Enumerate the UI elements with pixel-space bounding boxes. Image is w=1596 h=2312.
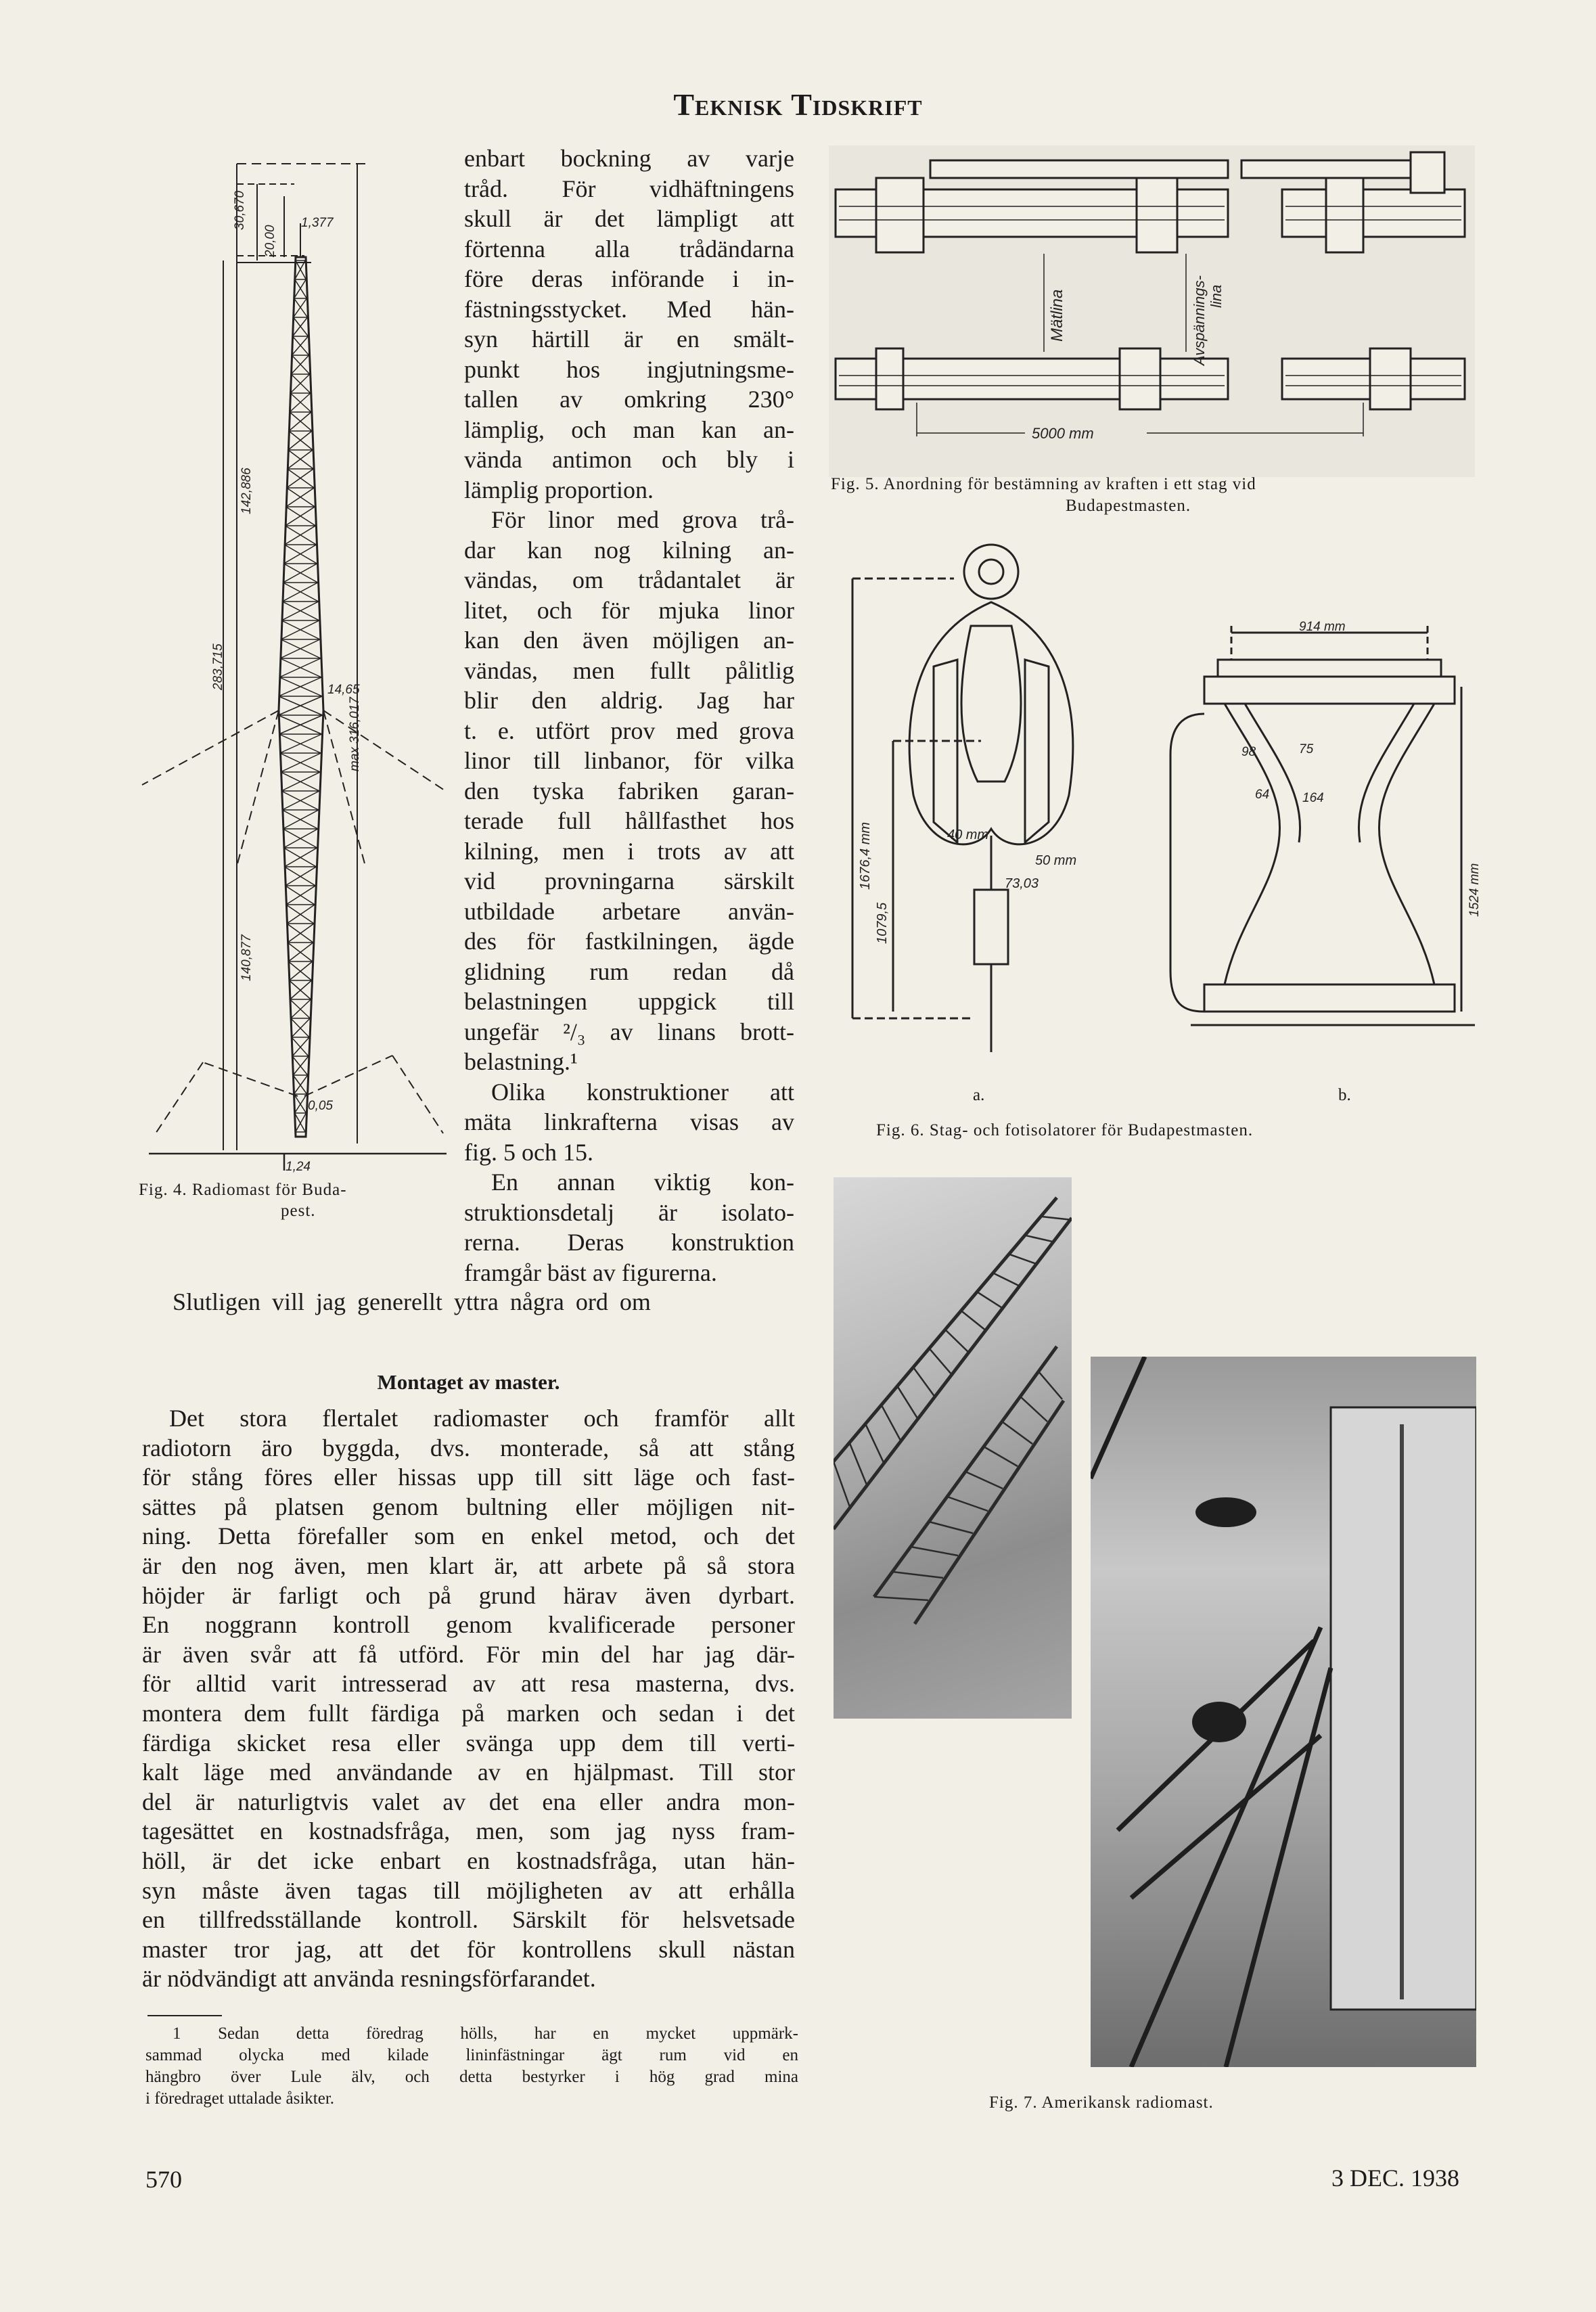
fig4-dim-5: 283,715 — [211, 643, 225, 690]
fig6-drawing — [839, 538, 1488, 1079]
footnote-line: hängbro över Lule älv, och detta bestyrker i hög grad mina — [145, 2068, 798, 2086]
text-line: är den nog även, men klart är, att arbete på så stora — [142, 1551, 795, 1579]
text-line: den tyska fabriken garan- — [464, 777, 794, 804]
section-title: Montaget av master. — [377, 1370, 560, 1394]
text-line: kalt läge med användande av en hjälpmast. Till stor — [142, 1759, 795, 1786]
continuation-line: Slutligen vill jag generellt yttra några ord om — [173, 1288, 651, 1315]
text-line: är även svår att få utförd. För min del har jag där- — [142, 1640, 795, 1668]
text-line: struktionsdetalj är isolato- — [464, 1198, 794, 1226]
fig5-dim: 5000 mm — [1032, 425, 1094, 442]
fig4-caption-line2: pest. — [281, 1202, 316, 1220]
text-line: des för fastkilningen, ägde — [464, 928, 794, 955]
footnote-line: sammad olycka med kilade lininfästningar ägt rum vid en — [145, 2046, 798, 2064]
fig6-dim-b6: 1524 mm — [1467, 863, 1482, 917]
text-line: del är naturligtvis valet av det ena eller andra mon- — [142, 1788, 795, 1815]
text-line: fig. 5 och 15. — [464, 1138, 593, 1166]
text-line: höll, är det icke enbart en kostnadsfråga, utan hän- — [142, 1846, 795, 1874]
section-paragraph — [142, 1404, 795, 1994]
text-line: vändas, om trådantalet är — [464, 566, 794, 593]
text-line: höjder är farligt och på grund härav även dyrbart. — [142, 1581, 795, 1609]
text-line: En annan viktig kon- — [491, 1169, 794, 1196]
text-line: dar kan nog kilning an- — [464, 536, 794, 564]
text-line: före deras införande i in- — [464, 265, 794, 292]
footnote-rule — [147, 2015, 222, 2016]
page-number: 570 — [145, 2166, 182, 2193]
text-line: blir den aldrig. Jag har — [464, 687, 794, 714]
text-line: lämplig, och man kan an- — [464, 415, 794, 443]
text-line: tagesättet en kostnadsfråga, men, som jag nyss fram- — [142, 1817, 795, 1845]
text-line: linor till linbanor, för vilka — [464, 747, 794, 774]
fig6-dim-a2: 1079,5 — [875, 902, 890, 944]
text-line: belastning.¹ — [464, 1048, 578, 1075]
fig4-dim-10: 1,24 — [286, 1160, 311, 1174]
text-line: syn härtill är en smält- — [464, 325, 794, 353]
text-line: syn måste även tagas till möjligheten av att erhålla — [142, 1876, 795, 1904]
fig4-dim-1: 30,670 — [233, 190, 247, 230]
text-line: punkt hos ingjutningsme- — [464, 355, 794, 383]
text-line: lämplig proportion. — [464, 476, 654, 503]
fig6-caption: Fig. 6. Stag- och fotisolatorer för Budapestmasten. — [876, 1121, 1254, 1139]
fig6-dim-b3: 75 — [1299, 742, 1314, 756]
text-line: montera dem fullt färdiga på marken och sedan i det — [142, 1699, 795, 1727]
fig7-photo-right — [1091, 1357, 1476, 2067]
fig5-caption-line1: Fig. 5. Anordning för bestämning av kraften i ett stag vid — [831, 475, 1256, 493]
fig6-dim-a1: 1676,4 mm — [858, 821, 873, 890]
text-line: För linor med grova trå- — [491, 506, 794, 533]
fig7-caption: Fig. 7. Amerikansk radiomast. — [989, 2093, 1214, 2112]
footnote-line: i föredraget uttalade åsikter. — [145, 2089, 335, 2108]
fig6-dim-b2: 98 — [1241, 745, 1256, 759]
text-line: vid provningarna särskilt — [464, 867, 794, 894]
text-line: ungefär ²/₃ av linans brott- — [464, 1018, 794, 1045]
fig4-dim-2: 20,00 — [263, 225, 277, 257]
fig6-dim-b5: 164 — [1302, 791, 1324, 805]
fig5-label-avspanning2: lina — [1208, 284, 1225, 308]
text-line: förtenna alla trådändarna — [464, 235, 794, 263]
text-line: tallen av omkring 230° — [464, 386, 794, 413]
fig4-dim-9: 0,05 — [308, 1099, 333, 1113]
narrow-text-column — [464, 143, 794, 1288]
text-line: rerna. Deras konstruktion — [464, 1229, 794, 1256]
fig6-dim-a5: 73,03 — [1005, 876, 1039, 891]
text-line: kilning, men i trots av att — [464, 837, 794, 865]
fig6-sublabel-b: b. — [1338, 1086, 1351, 1104]
fig6-dim-b4: 64 — [1255, 788, 1270, 802]
text-line: fästningsstycket. Med hän- — [464, 295, 794, 323]
fig6-sublabel-a: a. — [973, 1086, 985, 1104]
issue-date: 3 DEC. 1938 — [1331, 2164, 1459, 2192]
fig5-label-avspanning: Avspännings- — [1191, 275, 1208, 365]
text-line: Olika konstruktioner att — [491, 1078, 794, 1106]
fig4-dim-4: 142,886 — [240, 468, 254, 514]
text-line: Det stora flertalet radiomaster och framför allt — [169, 1405, 795, 1432]
text-line: sättes på platsen genom bultning eller möjligen nit- — [142, 1493, 795, 1520]
text-line: master tror jag, att det för kontrollens skull nästan — [142, 1935, 795, 1963]
fig6-dim-a3: 40 mm — [947, 828, 989, 842]
fig5-label-matlina: Mätlina — [1048, 289, 1066, 342]
fig4-dim-8: 140,877 — [240, 934, 254, 981]
fig4-dim-7: 14,65 — [327, 683, 360, 697]
fig6-dim-b1: 914 mm — [1299, 620, 1346, 634]
text-line: terade full hållfasthet hos — [464, 807, 794, 834]
text-line: skull är det lämpligt att — [464, 205, 794, 232]
text-line: mäta linkrafterna visas av — [464, 1108, 794, 1135]
text-line: en tillfredsställande kontroll. Särskilt för helsvetsade — [142, 1906, 795, 1934]
text-line: radiotorn äro byggda, dvs. monterade, så att stång — [142, 1434, 795, 1461]
text-line: framgår bäst av figurerna. — [464, 1259, 717, 1286]
fig4-caption-line1: Fig. 4. Radiomast för Buda- — [139, 1181, 347, 1199]
fig4-mast-drawing — [135, 156, 453, 1184]
text-line: utbildade arbetare använ- — [464, 897, 794, 925]
text-line: är nödvändigt att använda resningsförfarandet. — [142, 1965, 596, 1993]
footnote — [145, 2023, 798, 2110]
fig4-dim-3: 1,377 — [301, 216, 334, 230]
fig5-drawing — [829, 145, 1475, 477]
text-line: En noggrann kontroll genom kvalificerade personer — [142, 1611, 795, 1639]
footnote-line: 1 Sedan detta föredrag hölls, har en mycket uppmärk- — [173, 2024, 798, 2043]
fig7-photo-left — [834, 1177, 1072, 1719]
text-line: tråd. För vidhäftningens — [464, 175, 794, 202]
fig6-dim-a4: 50 mm — [1035, 853, 1077, 868]
text-line: vända antimon och bly i — [464, 446, 794, 473]
journal-title: Teknisk Tidskrift — [673, 87, 923, 122]
text-line: litet, och för mjuka linor — [464, 596, 794, 624]
fig4-dim-6: max 316,017 — [348, 697, 362, 771]
text-line: ning. Detta förefaller som en enkel metod, och det — [142, 1522, 795, 1550]
text-line: färdiga skicket resa eller svänga upp dem till verti- — [142, 1729, 795, 1756]
text-line: glidning rum redan då — [464, 957, 794, 985]
text-line: vändas, men fullt pålitlig — [464, 656, 794, 684]
text-line: belastningen uppgick till — [464, 988, 794, 1015]
text-line: t. e. utfört prov med grova — [464, 717, 794, 744]
fig5-caption-line2: Budapestmasten. — [1066, 497, 1191, 515]
text-line: för alltid varit intresserad av att resa masterna, dvs. — [142, 1670, 795, 1698]
text-line: kan den även möjligen an- — [464, 627, 794, 654]
text-line: för stång föres eller hissas upp till sitt läge och fast- — [142, 1464, 795, 1491]
text-line: enbart bockning av varje — [464, 145, 794, 172]
